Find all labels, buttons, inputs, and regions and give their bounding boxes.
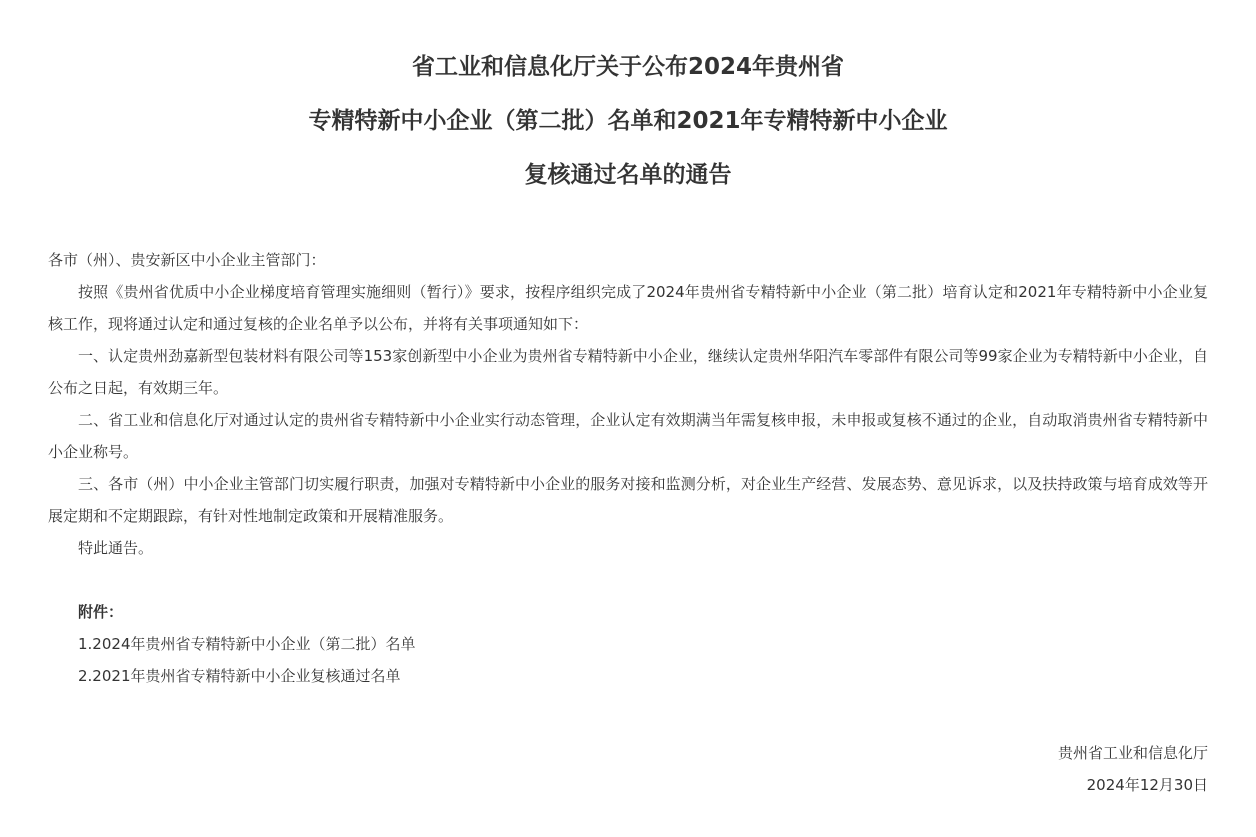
- spacer: [48, 564, 1208, 596]
- notice-body: [48, 244, 1208, 692]
- attachments-label: 附件：: [78, 603, 124, 621]
- attachment-item-2: 2.2021年贵州省专精特新中小企业复核通过名单: [78, 667, 401, 685]
- attachment-item-1: 1.2024年贵州省专精特新中小企业（第二批）名单: [78, 635, 416, 653]
- notice-document: [48, 0, 1208, 692]
- title-line-1: 省工业和信息化厅关于公布2024年贵州省: [411, 54, 844, 80]
- closing-statement: 特此通告。: [78, 539, 154, 557]
- title-line-2: 专精特新中小企业（第二批）名单和2021年专精特新中小企业: [308, 108, 948, 134]
- title-line-3: 复核通过名单的通告: [524, 162, 732, 188]
- paragraph-item-2: 二、省工业和信息化厅对通过认定的贵州省专精特新中小企业实行动态管理，企业认定有效期满当年需复核申报，未申报或复核不通过的企业，自动取消贵州省专精特新中小企业称号。: [48, 411, 1208, 461]
- signature-org: 贵州省工业和信息化厅: [1057, 744, 1208, 762]
- paragraph-item-3: 三、各市（州）中小企业主管部门切实履行职责，加强对专精特新中小企业的服务对接和监测分析，对企业生产经营、发展态势、意见诉求，以及扶持政策与培育成效等开展定期和不定期跟踪，有针对性地制定政策和开展精准服务。: [48, 475, 1208, 525]
- notice-title: [48, 0, 1208, 202]
- paragraph-item-1: 一、认定贵州劲嘉新型包装材料有限公司等153家创新型中小企业为贵州省专精特新中小企业，继续认定贵州华阳汽车零部件有限公司等99家企业为专精特新中小企业，自公布之日起，有效期三年。: [48, 347, 1208, 397]
- paragraph-intro: 按照《贵州省优质中小企业梯度培育管理实施细则（暂行）》要求，按程序组织完成了2024年贵州省专精特新中小企业（第二批）培育认定和2021年专精特新中小企业复核工作，现将通过认定和通过复核的企业名单予以公布，并将有关事项通知如下：: [48, 283, 1208, 333]
- salutation: 各市（州）、贵安新区中小企业主管部门：: [48, 251, 326, 269]
- signature-block: [1058, 737, 1208, 801]
- signature-date: 2024年12月30日: [1086, 776, 1208, 794]
